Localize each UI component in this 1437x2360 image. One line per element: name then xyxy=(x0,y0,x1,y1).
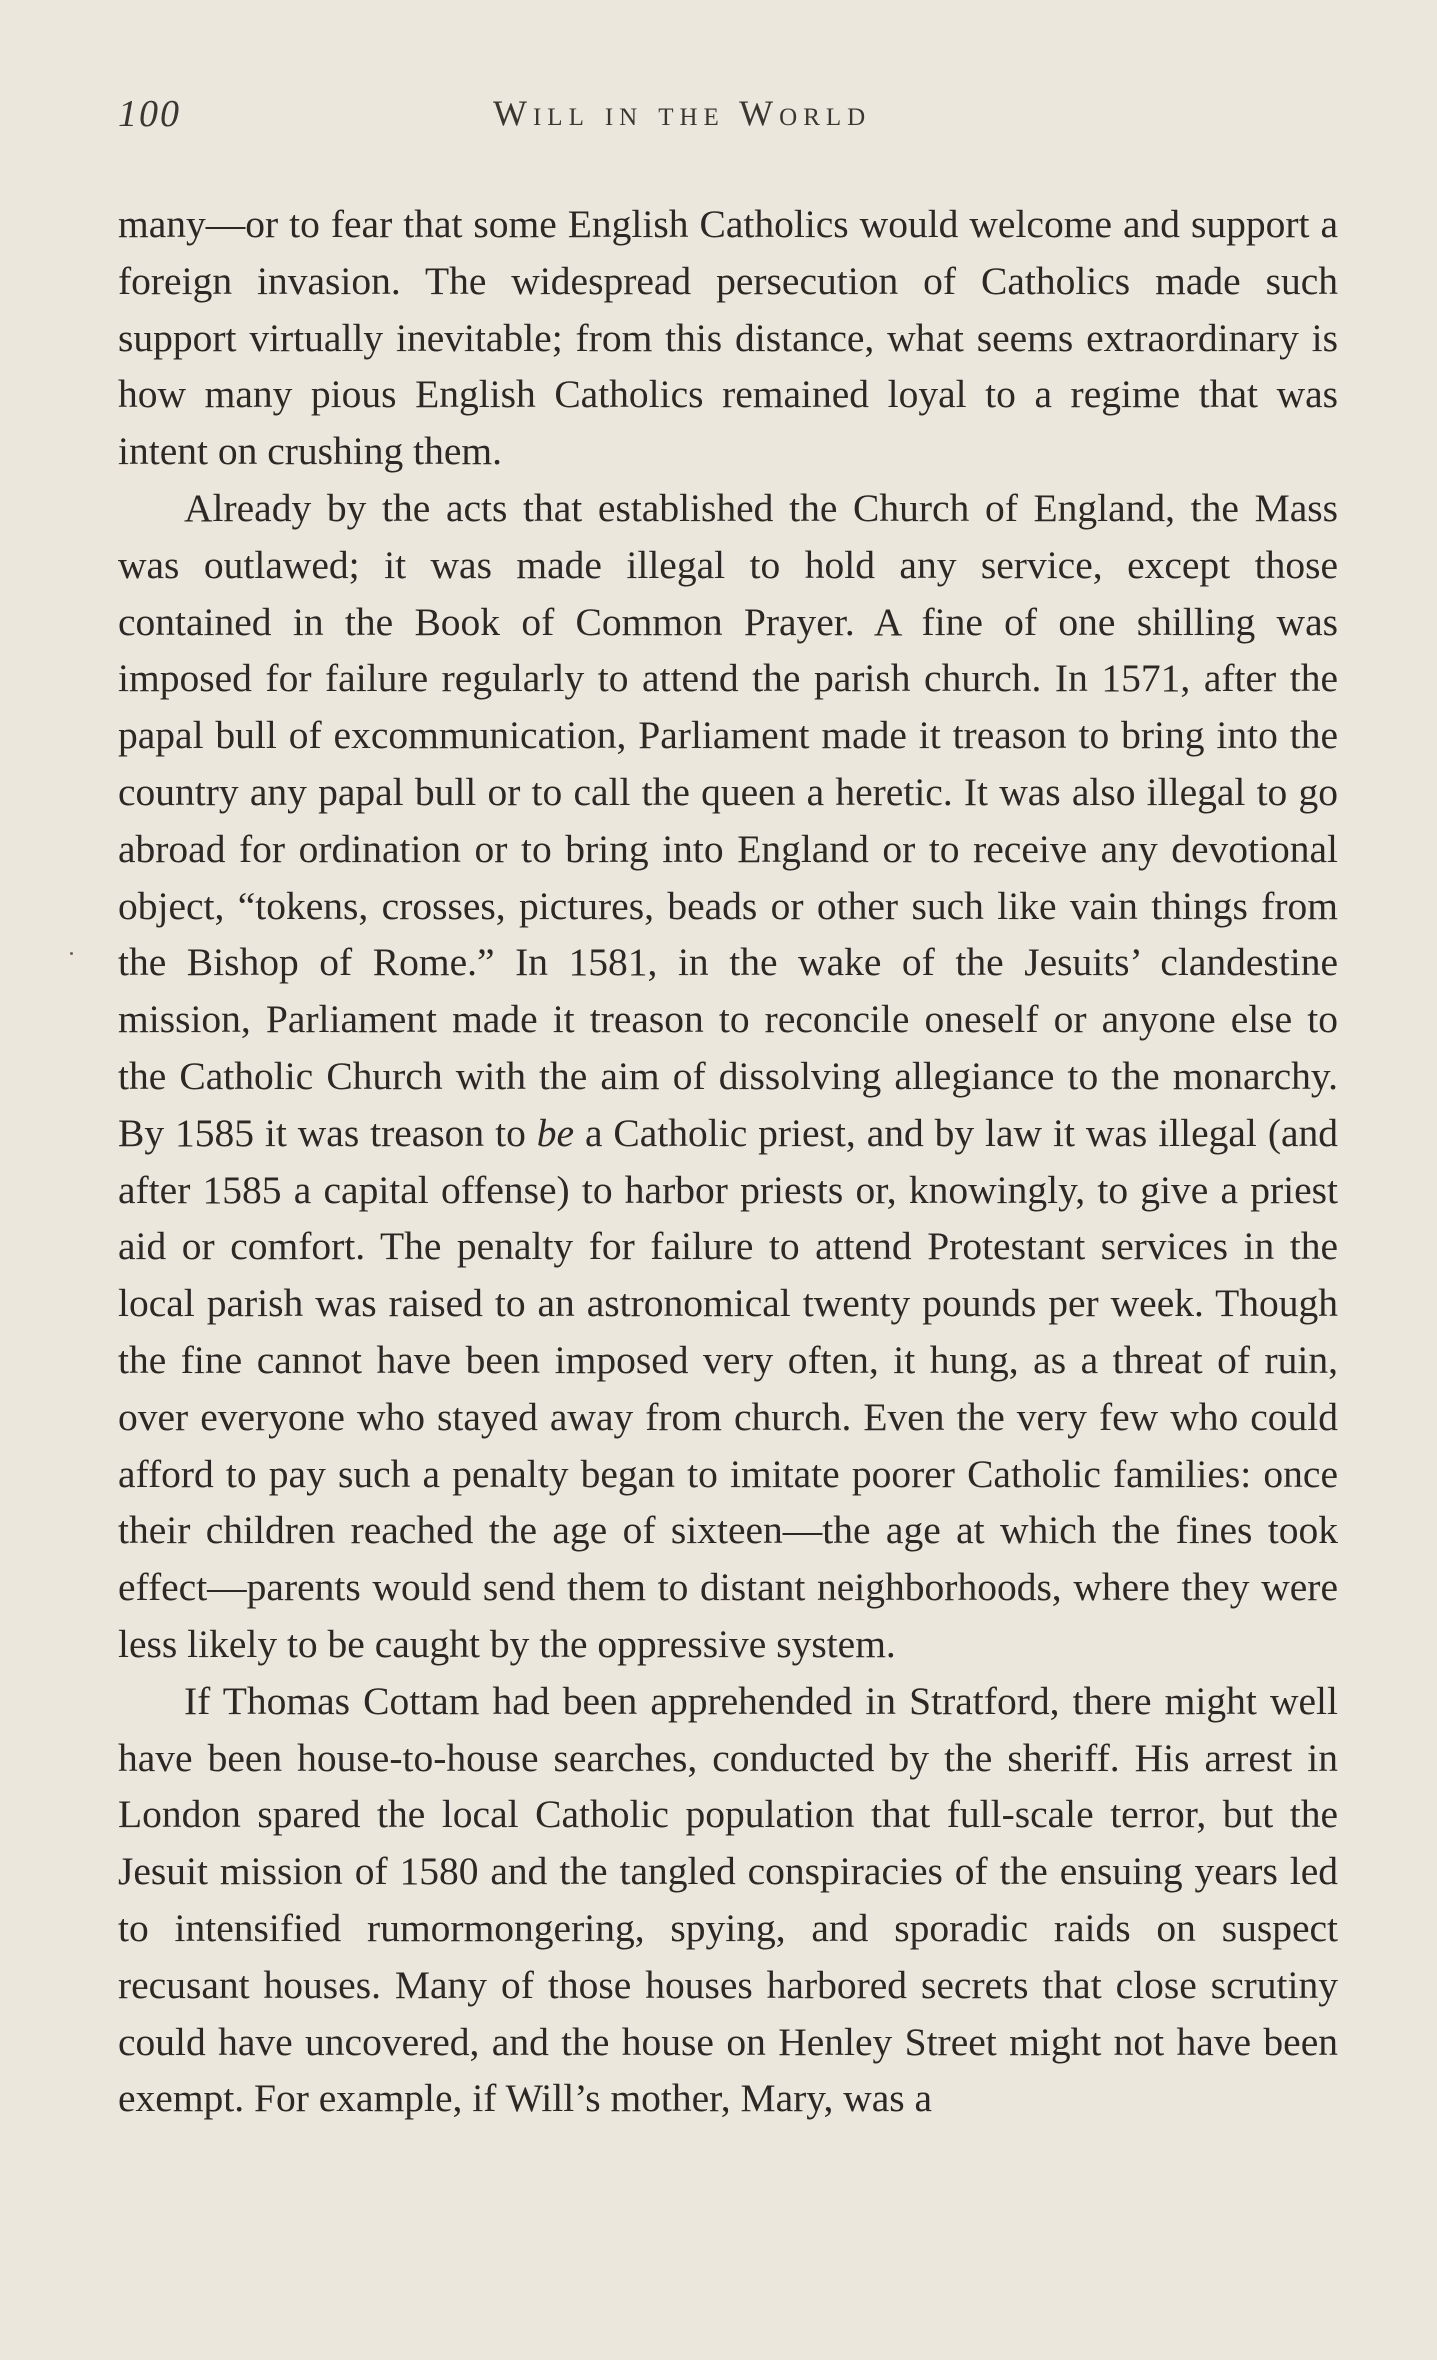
paragraph-2-text-a: Already by the acts that established the Church of England, the Mass was outlawed; it was made illegal to hold any service, except those contained in the Book of Common Prayer. A fine of one shilling was imposed for failure regularly to attend the parish church. In 1571, after the papal bull of excommunication, Parliament made it treason to bring into the country any papal bull or to call the queen a heretic. It was also illegal to go abroad for ordination or to bring into England or to receive any devotional object, “tokens, crosses, pictures, beads or other such like vain things from the Bishop of Rome.” In 1581, in the wake of the Jesuits’ clandestine mission, Parliament made it treason to reconcile oneself or anyone else to the Catholic Church with the aim of dissolving allegiance to the monarchy. By 1585 it was treason to xyxy=(118,485,1338,1155)
margin-mark xyxy=(70,952,73,955)
paragraph-2-text-b: a Catholic priest, and by law it was illegal (and after 1585 a capital offense) to harbor priests or, knowingly, to give a priest aid or comfort. The penalty for failure to attend Protestant services in the local parish was raised to an astronomical twenty pounds per week. Though the fine cannot have been imposed very often, it hung, as a threat of ruin, over everyone who stayed away from church. Even the very few who could afford to pay such a penalty began to imitate poorer Catholic families: once their children reached the age of sixteen—the age at which the fines took effect—parents would send them to distant neighborhoods, where they were less likely to be caught by the oppressive system. xyxy=(118,1110,1339,1666)
paragraph-2-emphasis: be xyxy=(536,1110,575,1155)
paragraph-1 xyxy=(118,196,1338,480)
paragraph-3-text: If Thomas Cottam had been apprehended in Stratford, there might well have been house-to-house searches, conducted by the sheriff. His arrest in London spared the local Catholic population that full-scale terror, but the Jesuit mission of 1580 and the tangled conspiracies of the ensuing years led to intensified rumormongering, spying, and sporadic raids on suspect recusant houses. Many of those houses harbored secrets that close scrutiny could have uncovered, and the house on Henley Street might not have been exempt. For example, if Will’s mother, Mary, was a xyxy=(118,1678,1338,2121)
running-head xyxy=(118,92,1338,148)
paragraph-1-text: many—or to fear that some English Catholics would welcome and support a foreign invasion. The widespread persecution of Catholics made such support virtually inevitable; from this distance, what seems extraordinary is how many pious English Catholics remained loyal to a regime that was intent on crushing them. xyxy=(118,202,1338,474)
body-text xyxy=(118,196,1338,2127)
paragraph-2 xyxy=(118,480,1338,1673)
book-title: Will in the World xyxy=(493,93,872,133)
page-number: 100 xyxy=(118,93,181,135)
paragraph-3 xyxy=(118,1673,1338,2127)
